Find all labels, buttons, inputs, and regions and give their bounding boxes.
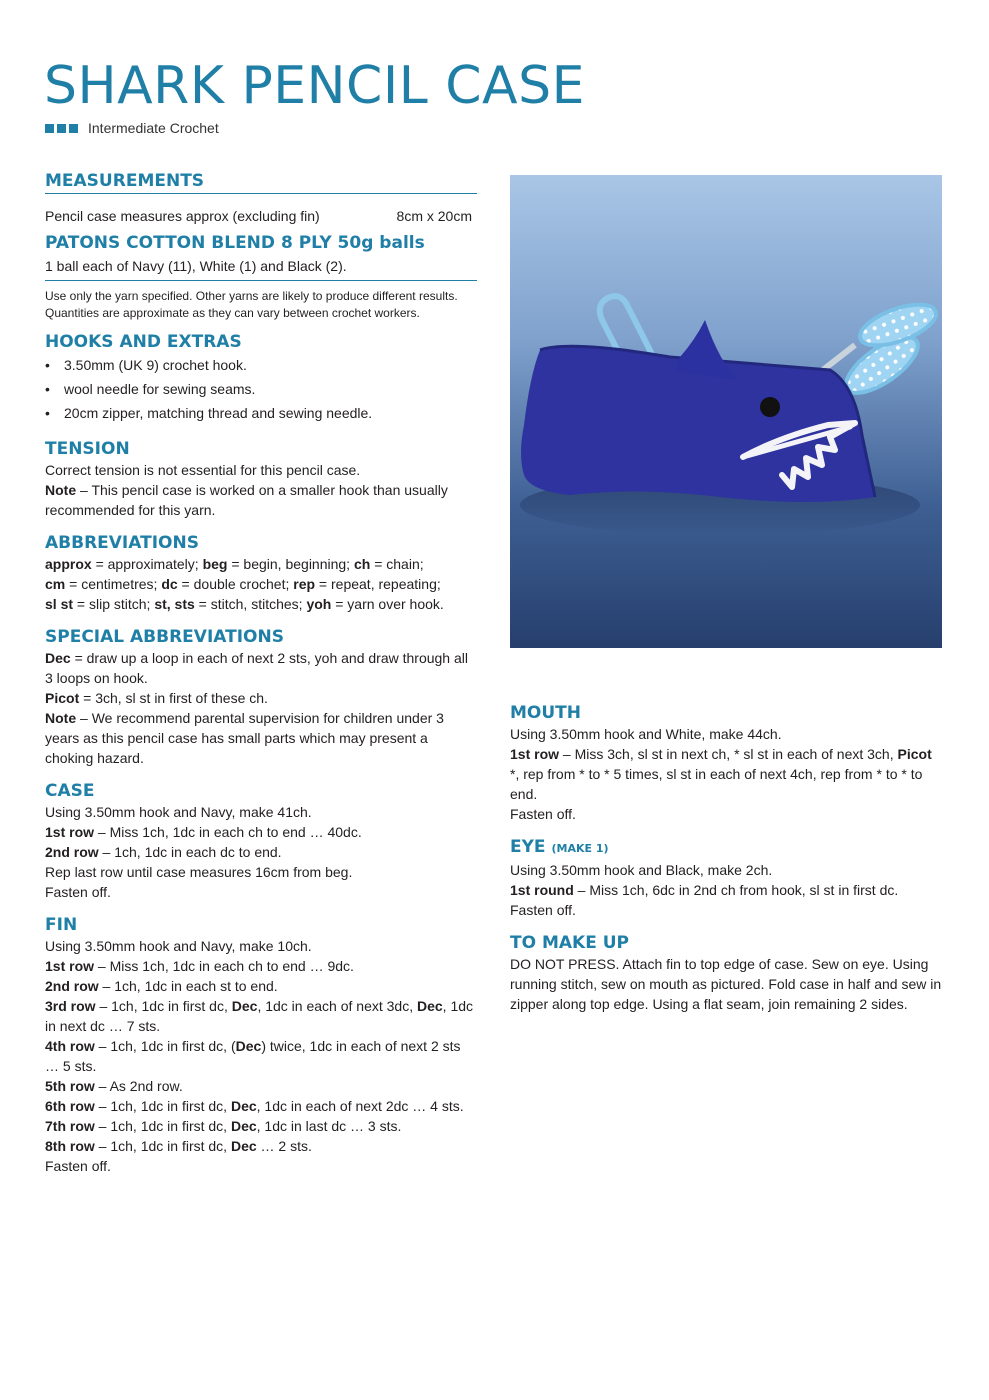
tension-text: Correct tension is not essential for this pencil case. bbox=[45, 462, 361, 478]
make-up-heading: TO MAKE UP bbox=[510, 933, 630, 953]
case-heading: CASE bbox=[45, 781, 95, 801]
measurements-row bbox=[45, 194, 477, 232]
fin-row-4: 4th row – 1ch, 1dc in first dc, (Dec) twice, 1dc in each of next 2 sts … 5 sts. bbox=[45, 1038, 461, 1074]
abbreviations-heading: ABBREVIATIONS bbox=[45, 533, 199, 553]
fin-row-3: 3rd row – 1ch, 1dc in first dc, Dec, 1dc in each of next 3dc, Dec, 1dc in next dc … 7 sts. bbox=[45, 998, 474, 1034]
special-dec: Dec = draw up a loop in each of next 2 sts, yoh and draw through all 3 loops on hook. bbox=[45, 650, 468, 686]
fin-row-6: 6th row – 1ch, 1dc in first dc, Dec, 1dc in each of next 2dc … 4 sts. bbox=[45, 1098, 464, 1114]
shark-illustration bbox=[510, 175, 942, 648]
bullet-icon: • bbox=[45, 405, 50, 421]
hooks-list bbox=[45, 353, 477, 425]
measurements-heading: MEASUREMENTS bbox=[45, 171, 205, 191]
left-column bbox=[45, 170, 477, 1176]
special-abbreviations-heading: SPECIAL ABBREVIATIONS bbox=[45, 627, 284, 647]
fin-heading: FIN bbox=[45, 915, 78, 935]
fin-row-1: 1st row – Miss 1ch, 1dc in each ch to end … 9dc. bbox=[45, 958, 354, 974]
tension-heading: TENSION bbox=[45, 439, 130, 459]
yarn-section bbox=[45, 254, 477, 281]
case-row-1: 1st row – Miss 1ch, 1dc in each ch to end … 40dc. bbox=[45, 824, 362, 840]
special-note: Note – We recommend parental supervision for children under 3 years as this pencil case has small parts which may present a choking hazard. bbox=[45, 710, 444, 766]
skill-level-label: Intermediate Crochet bbox=[88, 120, 219, 136]
measurements-section bbox=[45, 170, 477, 194]
eye-shape bbox=[760, 397, 780, 417]
list-item: • 20cm zipper, matching thread and sewing needle. bbox=[45, 401, 477, 425]
bullet-icon: • bbox=[45, 381, 50, 397]
yarn-heading: PATONS COTTON BLEND 8 PLY 50g balls bbox=[45, 233, 425, 253]
case-line: Using 3.50mm hook and Navy, make 41ch. bbox=[45, 804, 312, 820]
fin-row-2: 2nd row – 1ch, 1dc in each st to end. bbox=[45, 978, 278, 994]
skill-level bbox=[45, 120, 219, 136]
make-up-text: DO NOT PRESS. Attach fin to top edge of case. Sew on eye. Using running stitch, sew on mouth as pictured. Fold case in half and sew in zipper along top edge. Using a flat seam, join remaining 2 sides. bbox=[510, 956, 942, 1012]
fin-row-7: 7th row – 1ch, 1dc in first dc, Dec, 1dc in last dc … 3 sts. bbox=[45, 1118, 402, 1134]
mouth-row-1: 1st row – Miss 3ch, sl st in next ch, * sl st in each of next 3ch, Picot *, rep from * to * 5 times, sl st in each of next 4ch, rep from * to * to end. bbox=[510, 746, 932, 802]
fin-row-8: 8th row – 1ch, 1dc in first dc, Dec … 2 sts. bbox=[45, 1138, 312, 1154]
fin-line: Using 3.50mm hook and Navy, make 10ch. bbox=[45, 938, 312, 954]
level-square-icon bbox=[45, 124, 54, 133]
abbreviations-text: approx = approximately; beg = begin, beginning; ch = chain; cm = centimetres; dc = double crochet; rep = repeat, repeating; sl st = slip stitch; st, sts = stitch, stitches; yoh = yarn over hook. bbox=[45, 556, 444, 612]
fin-row-5: 5th row – As 2nd row. bbox=[45, 1078, 183, 1094]
fin-shape bbox=[675, 320, 738, 380]
shark-pencil-case-photo bbox=[510, 175, 942, 648]
right-column bbox=[510, 702, 944, 1014]
mouth-line: Fasten off. bbox=[510, 806, 576, 822]
yarn-note-2: Quantities are approximate as they can vary between crochet workers. bbox=[45, 306, 420, 320]
case-line: Rep last row until case measures 16cm from beg. bbox=[45, 864, 353, 880]
eye-heading: EYE (MAKE 1) bbox=[510, 837, 609, 857]
case-line: Fasten off. bbox=[45, 884, 111, 900]
yarn-notes bbox=[45, 281, 477, 322]
mouth-heading: MOUTH bbox=[510, 703, 581, 723]
special-picot: Picot = 3ch, sl st in first of these ch. bbox=[45, 690, 268, 706]
mouth-line: Using 3.50mm hook and White, make 44ch. bbox=[510, 726, 782, 742]
measurements-value: 8cm x 20cm bbox=[396, 208, 472, 224]
yarn-note-1: Use only the yarn specified. Other yarns are likely to produce different results. bbox=[45, 289, 458, 303]
yarn-text: 1 ball each of Navy (11), White (1) and Black (2). bbox=[45, 258, 347, 274]
case-row-2: 2nd row – 1ch, 1dc in each dc to end. bbox=[45, 844, 282, 860]
level-square-icon bbox=[69, 124, 78, 133]
measurements-label: Pencil case measures approx (excluding fin) bbox=[45, 208, 320, 224]
hooks-heading: HOOKS AND EXTRAS bbox=[45, 332, 242, 352]
level-square-icon bbox=[57, 124, 66, 133]
eye-row-1: 1st round – Miss 1ch, 6dc in 2nd ch from hook, sl st in first dc. bbox=[510, 882, 899, 898]
eye-line: Using 3.50mm hook and Black, make 2ch. bbox=[510, 862, 773, 878]
tension-note: Note – This pencil case is worked on a smaller hook than usually recommended for this yarn. bbox=[45, 482, 448, 518]
list-item: • wool needle for sewing seams. bbox=[45, 377, 477, 401]
fin-line: Fasten off. bbox=[45, 1158, 111, 1174]
bullet-icon: • bbox=[45, 357, 50, 373]
eye-line: Fasten off. bbox=[510, 902, 576, 918]
list-item: • 3.50mm (UK 9) crochet hook. bbox=[45, 353, 477, 377]
page-title: SHARK PENCIL CASE bbox=[44, 56, 585, 116]
